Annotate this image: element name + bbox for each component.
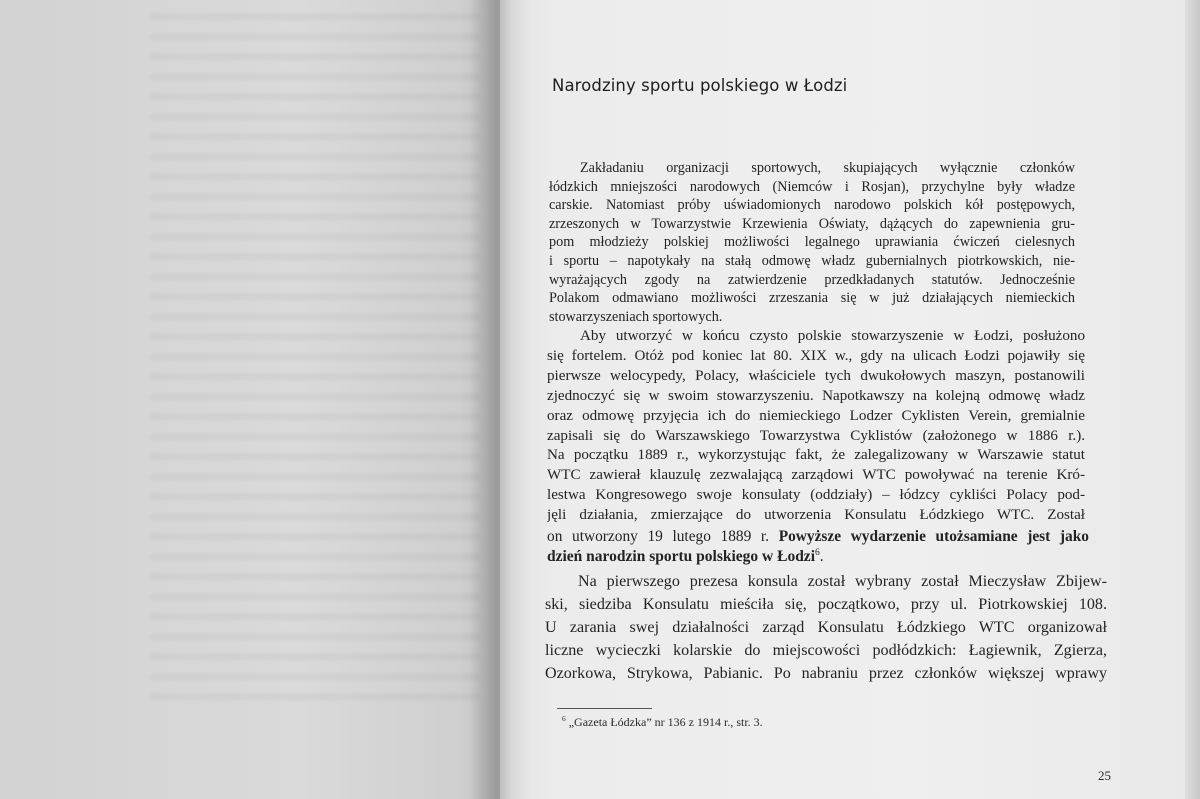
text-line: Na początku 1889 r., wykorzystując fakt, że zalegalizowany w Warszawie statut — [547, 447, 1085, 464]
footnote-reference: 6 — [815, 548, 820, 558]
footnote — [562, 715, 763, 730]
text-line: WTC zawierał klauzulę zezwalającą zarządowi WTC powoływać na terenie Kró- — [547, 467, 1085, 484]
highlighted-statement: Powyższe wydarzenie utożsamiane jest jako — [778, 527, 1089, 545]
text-line: ski, siedziba Konsulatu mieściła się, początkowo, przy ul. Piotrkowskiej 108. — [545, 595, 1107, 613]
text-line: Aby utworzyć w końcu czysto polskie stowarzyszenie w Łodzi, posłużono — [580, 328, 1085, 344]
text-line: i sportu – napotykały na stałą odmowę władz gubernialnych piotrkowskich, nie- — [549, 253, 1075, 269]
text-line: liczne wycieczki kolarskie do miejscowości podłódzkich: Łagiewnik, Zgierza, — [545, 641, 1107, 659]
page-number: 25 — [1098, 768, 1111, 783]
text-line: łódzkich mniejszości narodowych (Niemców i Rosjan), przychylne były władze — [549, 178, 1075, 195]
text-line: zjednoczyć się w swoim stowarzyszeniu. Napotkawszy na kolejną odmowę władz — [547, 387, 1085, 404]
text-line: zapisali się do Warszawskiego Towarzystwa Cyklistów (założonego w 1886 r.). — [547, 427, 1085, 444]
footnote-text: „Gazeta Łódzka” nr 136 z 1914 r., str. 3. — [565, 715, 763, 729]
text-line: wyrażających zgody na zatwierdzenie przedkładanych statutów. Jednocześnie — [549, 271, 1075, 288]
text-line: Zakładaniu organizacji sportowych, skupiających wyłącznie członków — [580, 160, 1075, 176]
text-line: U zarania swej działalności zarząd Konsulatu Łódzkiego WTC organizował — [545, 618, 1107, 636]
text-line: Polakom odmawiano możliwości zrzeszania się w już działających niemieckich — [549, 290, 1075, 307]
text-line: zrzeszonych w Towarzystwie Krzewienia Oświaty, dążących do zapewnienia gru- — [549, 215, 1075, 232]
text-line: jęli działania, zmierzające do utworzenia Konsulatu Łódzkiego WTC. Został — [547, 507, 1085, 524]
chapter-heading: Narodziny sportu polskiego w Łodzi — [552, 76, 848, 95]
text-line: lestwa Kongresowego swoje konsulaty (oddziały) – łódzcy cykliści Polacy pod- — [547, 487, 1085, 504]
text-line: się fortelem. Otóż pod koniec lat 80. XIX w., gdy na ulicach Łodzi pojawiły się — [547, 347, 1085, 364]
text-line: stowarzyszeniach sportowych. — [549, 308, 723, 325]
text-line: carskie. Natomiast próby uświadomionych narodowo polskich kół postępowych, — [549, 197, 1075, 214]
text-segment: . — [819, 548, 824, 565]
text-line — [547, 548, 1089, 566]
highlighted-statement: dzień narodzin sportu polskiego w Łodzi — [547, 548, 815, 565]
text-line: oraz odmowę przyjęcia ich do niemieckiego Lodzer Cyklisten Verein, gremialnie — [547, 407, 1085, 424]
text-line: pierwsze welocypedy, Polacy, właściciele tych dwukołowych maszyn, postanowili — [547, 367, 1085, 384]
text-line — [547, 528, 1089, 546]
text-line: Na pierwszego prezesa konsula został wybrany został Mieczysław Zbijew- — [578, 573, 1107, 590]
text-line: Ozorkowa, Strykowa, Pabianic. Po nabraniu przez członków większej wprawy — [545, 664, 1107, 682]
text-line: pom młodzieży polskiej możliwości legalnego uprawiania ćwiczeń cielesnych — [549, 234, 1075, 251]
footnote-separator — [557, 708, 652, 709]
text-segment: on utworzony 19 lutego 1889 r. — [547, 527, 779, 545]
footnote-number: 6 — [562, 714, 566, 723]
